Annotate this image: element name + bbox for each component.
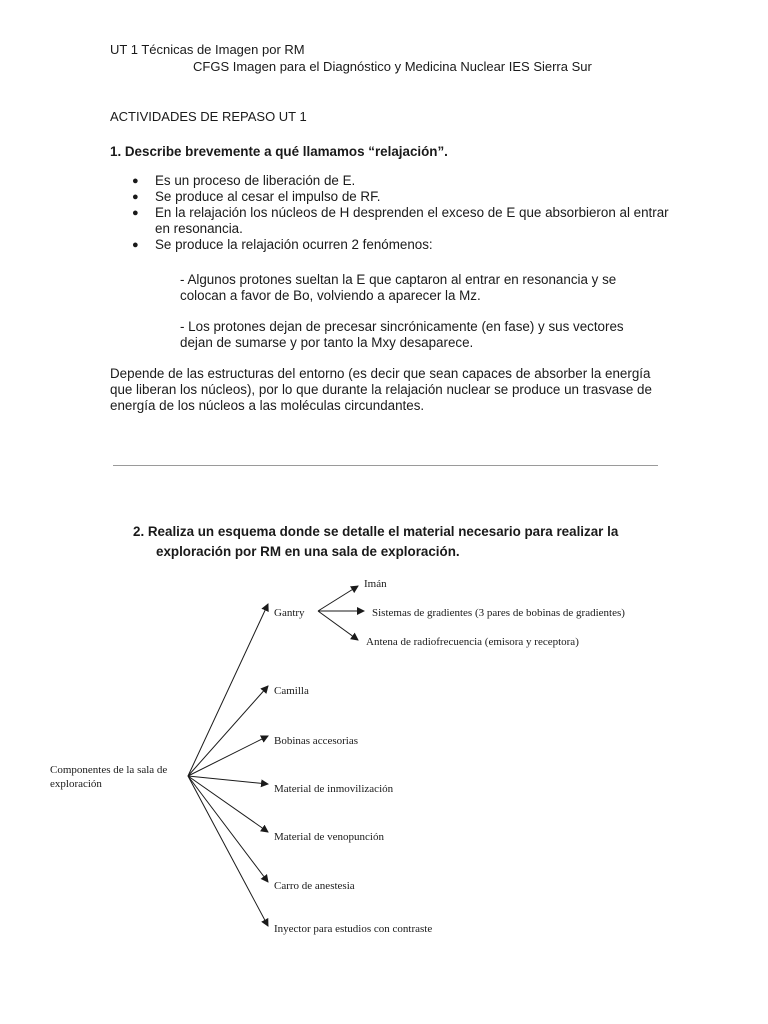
node-camilla: Camilla [274,685,309,697]
node-gantry: Gantry [274,607,305,619]
question-2-title-line1: 2. Realiza un esquema donde se detalle el material necesario para realizar la [133,524,619,539]
exploration-room-diagram [0,570,768,950]
node-iman: Imán [364,578,387,590]
node-carro-anestesia: Carro de anestesia [274,880,355,892]
header-title: UT 1 Técnicas de Imagen por RM [110,42,305,57]
bullet-item [112,189,672,205]
sub-arrow-antena [318,611,358,640]
node-antena-radiofrecuencia: Antena de radiofrecuencia (emisora y receptora) [366,636,579,648]
bullet-item [112,173,672,189]
question-1-paragraph: Depende de las estructuras del entorno (es decir que sean capaces de absorber la energía que liberan los núcleos), por lo que durante la relajación nuclear se produce un trasvase de energía de los núcleos a las moléculas circundantes. [110,366,652,413]
node-material-venopuncion: Material de venopunción [274,831,384,843]
branch-arrow-gantry [188,604,268,776]
bullet-text: Se produce la relajación ocurren 2 fenómenos: [155,237,433,252]
question-2-title-line2: exploración por RM en una sala de exploración. [156,544,460,559]
section-divider [113,465,658,466]
node-inyector: Inyector para estudios con contraste [274,923,433,935]
bullet-dot-icon: ● [132,175,139,187]
node-material-inmovilizacion: Material de inmovilización [274,783,394,795]
branch-arrow-venopuncion [188,776,268,832]
bullet-item [112,237,672,253]
section-title: ACTIVIDADES DE REPASO UT 1 [110,109,307,124]
bullet-dot-icon: ● [132,191,139,203]
diagram-root-label-line1: Componentes de la sala de [50,764,168,776]
branch-arrow-inyector [188,776,268,926]
bullet-text: Es un proceso de liberación de E. [155,173,356,188]
diagram-root-label-line2: exploración [50,778,102,790]
bullet-text: En la relajación los núcleos de H desprenden el exceso de E que absorbieron al entrar en resonancia. [155,205,669,236]
bullet-item [112,205,672,237]
branch-arrow-camilla [188,686,268,776]
branch-arrow-bobinas [188,736,268,776]
header-subtitle: CFGS Imagen para el Diagnóstico y Medicina Nuclear IES Sierra Sur [193,59,592,74]
node-sistemas-gradientes: Sistemas de gradientes (3 pares de bobinas de gradientes) [372,607,625,619]
sub-arrow-iman [318,586,358,611]
bullet-dot-icon: ● [132,239,139,251]
bullet-dot-icon: ● [132,207,139,219]
branch-arrow-carro [188,776,268,882]
bullet-text: Se produce al cesar el impulso de RF. [155,189,381,204]
phenomenon-1-text: - Algunos protones sueltan la E que captaron al entrar en resonancia y se colocan a favor de Bo, volviendo a aparecer la Mz. [180,272,617,303]
node-bobinas-accesorias: Bobinas accesorias [274,735,358,747]
branch-arrow-inmovilizacion [188,776,268,784]
phenomenon-2-text: - Los protones dejan de precesar sincrónicamente (en fase) y sus vectores dejan de sumarse y por tanto la Mxy desaparece. [180,319,624,350]
question-1-title: 1. Describe brevemente a qué llamamos “relajación”. [110,144,448,159]
question-1-bullet-list [112,173,672,253]
